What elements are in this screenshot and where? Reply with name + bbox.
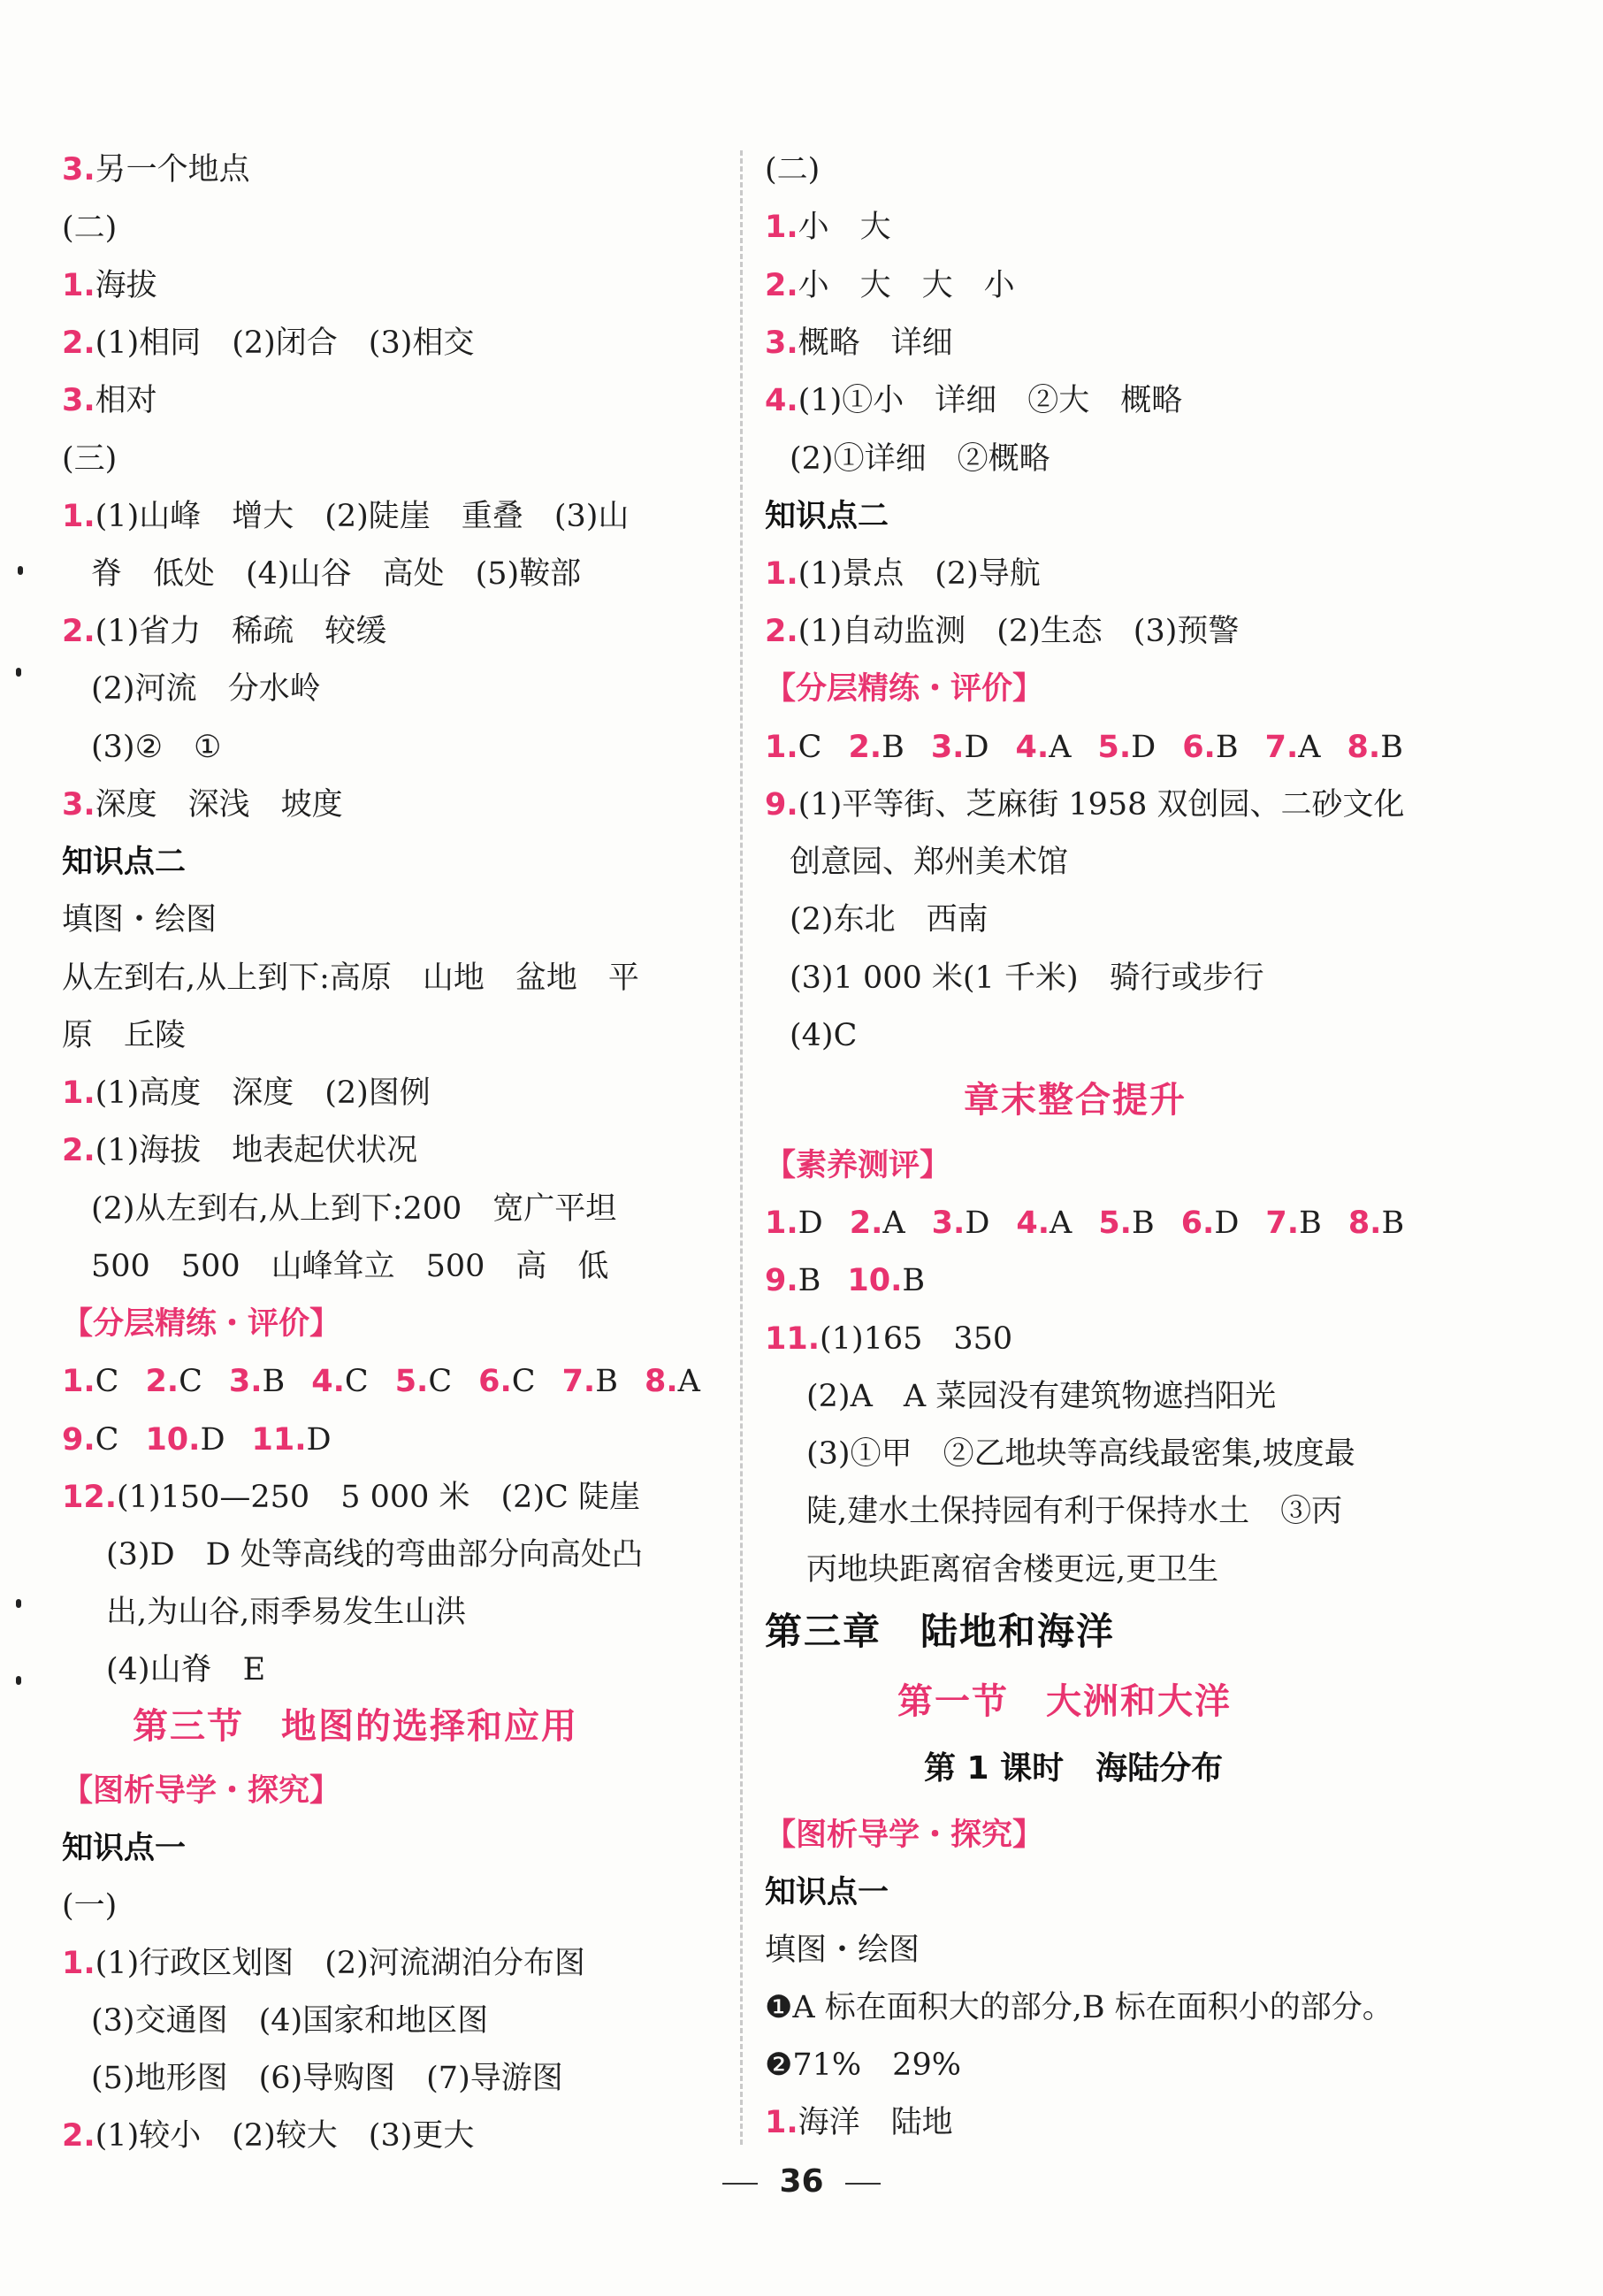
line-text: 丙地块距离宿舍楼更远,更卫生	[806, 1552, 1219, 1588]
right-line	[806, 1550, 1218, 1589]
right-line	[897, 1682, 1232, 1721]
line-text: (1)省力 稀疏 较缓	[95, 614, 387, 649]
footer-dash	[845, 2183, 881, 2185]
page-number: 36	[779, 2163, 824, 2200]
line-text: 出,为山谷,雨季易发生山洪	[106, 1595, 467, 1630]
column-divider	[740, 150, 743, 2145]
line-text: (3)② ①	[91, 730, 222, 765]
line-text: (4)C	[790, 1018, 858, 1053]
line-text: 海洋 陆地	[798, 2105, 953, 2140]
line-text: (2)A A 菜园没有建筑物遮挡阳光	[806, 1379, 1277, 1414]
question-number: 9.	[62, 1422, 95, 1458]
question-number: 8.	[644, 1364, 678, 1399]
question-number: 10.	[145, 1422, 201, 1458]
line-text: (1)景点 (2)导航	[798, 556, 1041, 592]
left-line	[62, 266, 157, 305]
question-number: 3.	[228, 1364, 263, 1399]
question-number: 5.	[1098, 1205, 1132, 1241]
question-number: 9.	[765, 1263, 798, 1298]
question-number: 1.	[765, 1205, 798, 1241]
line-text: (1)平等街、芝麻街 1958 双创园、二砂文化	[798, 787, 1405, 823]
line-text: (1)高度 深度 (2)图例	[95, 1075, 431, 1111]
left-line	[62, 2116, 474, 2155]
line-text: 【分层精练・评价】	[62, 1306, 341, 1342]
left-line	[62, 612, 386, 651]
line-text: (一)	[62, 1888, 118, 1924]
question-number: 2.	[62, 325, 95, 361]
right-line	[924, 1749, 1223, 1788]
right-line	[765, 1931, 920, 1970]
line-text: 知识点二	[765, 499, 889, 534]
answer-value: D	[1131, 730, 1156, 765]
line-text: (3)①甲 ②乙地块等高线最密集,坡度最	[806, 1436, 1355, 1472]
left-answer-row	[62, 1420, 358, 1459]
right-line	[765, 1612, 1115, 1651]
left-line	[133, 1707, 578, 1746]
line-text: (二)	[62, 210, 118, 246]
question-number: 6.	[1182, 730, 1216, 765]
right-answer-row	[765, 1261, 951, 1300]
left-line	[62, 1478, 640, 1517]
line-text: (1)山峰 增大 (2)陡崖 重叠 (3)山	[95, 499, 630, 534]
answer-value: B	[882, 730, 905, 765]
line-text: 知识点二	[62, 845, 187, 880]
question-number: 2.	[62, 614, 95, 649]
right-line	[765, 497, 889, 536]
left-line	[91, 2001, 488, 2040]
answer-value: B	[1215, 730, 1239, 765]
question-number: 7.	[561, 1364, 596, 1399]
question-number: 3.	[62, 787, 95, 823]
question-number: 1.	[62, 1946, 95, 1981]
line-text: (二)	[765, 152, 821, 188]
left-line	[62, 900, 217, 939]
right-line	[765, 324, 953, 363]
left-line	[106, 1535, 643, 1574]
question-number: 6.	[1180, 1205, 1215, 1241]
left-line	[91, 2059, 563, 2098]
question-number: 1.	[765, 730, 798, 765]
line-text: 500 500 山峰耸立 500 高 低	[91, 1249, 609, 1284]
question-number: 7.	[1265, 1205, 1300, 1241]
answer-value: A	[1050, 1205, 1072, 1241]
line-text: (2)从左到右,从上到下:200 宽广平坦	[91, 1191, 617, 1227]
question-number: 11.	[251, 1422, 307, 1458]
right-line	[765, 670, 1043, 708]
question-number: 8.	[1347, 730, 1381, 765]
line-text: ❶A 标在面积大的部分,B 标在面积小的部分。	[765, 1990, 1393, 2025]
question-number: 8.	[1347, 1205, 1382, 1241]
question-number: 3.	[930, 730, 965, 765]
question-number: 2.	[849, 1205, 883, 1241]
line-text: 【分层精练・评价】	[765, 671, 1044, 707]
left-line	[91, 1190, 616, 1228]
answer-value: B	[1299, 1205, 1322, 1241]
line-text: (3)交通图 (4)国家和地区图	[91, 2003, 489, 2039]
answer-value: B	[902, 1263, 926, 1298]
answer-value: B	[1380, 730, 1403, 765]
line-text: 填图・绘图	[62, 902, 218, 938]
right-line	[765, 1988, 1393, 2027]
answer-value: C	[179, 1364, 202, 1399]
answer-value: C	[95, 1422, 119, 1458]
right-line	[790, 843, 1068, 882]
right-line	[765, 2103, 953, 2142]
line-text: 概略 详细	[798, 325, 953, 361]
page-footer	[0, 2160, 1603, 2204]
answer-value: D	[200, 1422, 225, 1458]
line-text: ❷71% 29%	[765, 2047, 961, 2083]
line-text: (三)	[62, 441, 118, 477]
right-line	[765, 612, 1239, 651]
left-line	[62, 785, 343, 824]
question-number: 2.	[848, 730, 882, 765]
question-number: 9.	[765, 787, 798, 823]
question-number: 1.	[62, 1075, 95, 1111]
right-line	[806, 1492, 1342, 1531]
answer-value: A	[882, 1205, 905, 1241]
left-line	[62, 1131, 417, 1170]
line-text: 海拔	[95, 268, 157, 303]
right-line	[765, 150, 820, 189]
left-line	[62, 1944, 585, 1983]
right-line	[765, 555, 1041, 593]
left-line	[62, 1772, 340, 1810]
left-line	[62, 497, 629, 536]
question-number: 1.	[62, 268, 95, 303]
line-text: (1)165 350	[820, 1321, 1013, 1357]
line-text: (4)山脊 E	[106, 1652, 266, 1688]
right-line	[790, 440, 1050, 478]
question-number: 5.	[1097, 730, 1132, 765]
answer-value: B	[1381, 1205, 1405, 1241]
right-line	[790, 900, 989, 939]
question-number: 2.	[62, 2118, 95, 2154]
question-number: 3.	[62, 383, 95, 418]
line-text: (3)D D 处等高线的弯曲部分向高处凸	[106, 1537, 643, 1573]
left-line	[91, 670, 321, 708]
line-text: (1)相同 (2)闭合 (3)相交	[95, 325, 475, 361]
right-line	[765, 1816, 1043, 1855]
right-line	[765, 1320, 1012, 1358]
right-line	[765, 381, 1182, 420]
question-number: 6.	[478, 1364, 512, 1399]
line-text: (2)①详细 ②概略	[790, 441, 1050, 477]
left-line	[62, 209, 117, 248]
answer-value: C	[344, 1364, 369, 1399]
question-number: 1.	[765, 210, 798, 245]
right-line	[765, 1873, 889, 1912]
left-line	[62, 381, 157, 420]
left-line	[62, 324, 474, 363]
line-text: 知识点一	[765, 1875, 889, 1910]
answer-value: C	[798, 730, 822, 765]
answer-value: D	[306, 1422, 332, 1458]
answer-value: C	[511, 1364, 536, 1399]
right-line	[765, 2046, 961, 2085]
line-text: (1)自动监测 (2)生态 (3)预警	[798, 614, 1240, 649]
scan-mark	[16, 1599, 21, 1608]
question-number: 2.	[765, 614, 798, 649]
right-line	[765, 785, 1405, 824]
left-line	[62, 843, 186, 882]
line-text: 从左到右,从上到下:高原 山地 盆地 平	[62, 960, 639, 996]
left-line	[62, 150, 250, 189]
left-line	[91, 728, 221, 767]
question-number: 4.	[311, 1364, 345, 1399]
line-text: (1)①小 详细 ②大 概略	[798, 383, 1183, 418]
line-text: (1)较小 (2)较大 (3)更大	[95, 2118, 475, 2154]
answer-value: D	[965, 1205, 990, 1241]
answer-value: D	[964, 730, 989, 765]
line-text: 【素养测评】	[765, 1148, 951, 1183]
question-number: 7.	[1264, 730, 1299, 765]
line-text: 知识点一	[62, 1831, 187, 1866]
line-text: 另一个地点	[95, 152, 250, 188]
question-number: 4.	[765, 383, 798, 418]
left-line	[62, 1016, 186, 1055]
question-number: 2.	[145, 1364, 179, 1399]
line-text: (1)150—250 5 000 米 (2)C 陡崖	[117, 1480, 641, 1515]
answer-value: B	[798, 1263, 821, 1298]
answer-value: B	[262, 1364, 286, 1399]
line-text: 深度 深浅 坡度	[95, 787, 343, 823]
left-line	[62, 1887, 117, 1925]
question-number: 1.	[765, 556, 798, 592]
question-number: 12.	[62, 1480, 118, 1515]
question-number: 4.	[1016, 1205, 1050, 1241]
right-line	[790, 959, 1264, 998]
line-text: 第 1 课时 海陆分布	[924, 1750, 1224, 1787]
question-number: 1.	[765, 2105, 798, 2140]
left-line	[106, 1593, 466, 1632]
answer-value: A	[1298, 730, 1321, 765]
line-text: 章末整合提升	[964, 1079, 1187, 1121]
question-number: 11.	[765, 1321, 821, 1357]
line-text: 原 丘陵	[62, 1018, 187, 1053]
right-line	[806, 1435, 1355, 1473]
answer-value: B	[1131, 1205, 1155, 1241]
footer-dash	[722, 2183, 758, 2185]
scan-mark	[16, 668, 21, 677]
line-text: 小 大	[798, 210, 891, 245]
line-text: (1)行政区划图 (2)河流湖泊分布图	[95, 1946, 585, 1981]
line-text: (2)河流 分水岭	[91, 671, 321, 707]
line-text: (2)东北 西南	[790, 902, 989, 938]
question-number: 5.	[394, 1364, 429, 1399]
line-text: (5)地形图 (6)导购图 (7)导游图	[91, 2061, 563, 2096]
right-line	[765, 1146, 950, 1185]
right-line	[964, 1081, 1187, 1120]
question-number: 10.	[847, 1263, 903, 1298]
right-line	[806, 1377, 1276, 1416]
line-text: (1)海拔 地表起伏状况	[95, 1133, 418, 1168]
left-line	[62, 1074, 431, 1113]
right-line	[765, 266, 1015, 305]
left-line	[91, 1247, 608, 1286]
question-number: 4.	[1015, 730, 1050, 765]
question-number: 3.	[931, 1205, 966, 1241]
line-text: 相对	[95, 383, 157, 418]
answer-value: A	[1049, 730, 1072, 765]
line-text: 脊 低处 (4)山谷 高处 (5)鞍部	[91, 556, 582, 592]
line-text: 【图析导学・探究】	[62, 1773, 341, 1809]
left-line	[62, 1305, 340, 1343]
line-text: 陡,建水土保持园有利于保持水土 ③丙	[806, 1494, 1343, 1529]
question-number: 1.	[62, 499, 95, 534]
question-number: 3.	[765, 325, 798, 361]
line-text: 第三章 陆地和海洋	[765, 1610, 1116, 1653]
left-line	[91, 555, 581, 593]
right-answer-row	[765, 728, 1430, 767]
question-number: 3.	[62, 152, 95, 188]
answer-value: D	[798, 1205, 823, 1241]
scan-mark	[16, 1676, 21, 1685]
question-number: 2.	[62, 1133, 95, 1168]
line-text: 小 大 大 小	[798, 268, 1015, 303]
question-number: 1.	[62, 1364, 95, 1399]
answer-value: D	[1214, 1205, 1240, 1241]
right-line	[765, 208, 891, 247]
answer-value: C	[428, 1364, 453, 1399]
left-line	[62, 1829, 186, 1868]
line-text: 创意园、郑州美术馆	[790, 845, 1069, 880]
answer-value: C	[95, 1364, 119, 1399]
left-line	[62, 959, 639, 998]
right-line	[790, 1016, 857, 1055]
right-answer-row	[765, 1204, 1431, 1243]
left-line	[106, 1650, 265, 1689]
line-text: 填图・绘图	[765, 1932, 920, 1968]
question-number: 2.	[765, 268, 798, 303]
line-text: 第一节 大洲和大洋	[897, 1680, 1232, 1722]
line-text: 【图析导学・探究】	[765, 1818, 1044, 1853]
left-line	[62, 440, 117, 478]
line-text: 第三节 地图的选择和应用	[133, 1705, 578, 1747]
scan-mark	[18, 566, 23, 575]
answer-value: A	[677, 1364, 700, 1399]
left-answer-row	[62, 1362, 727, 1401]
line-text: (3)1 000 米(1 千米) 骑行或步行	[790, 960, 1264, 996]
answer-value: B	[595, 1364, 618, 1399]
